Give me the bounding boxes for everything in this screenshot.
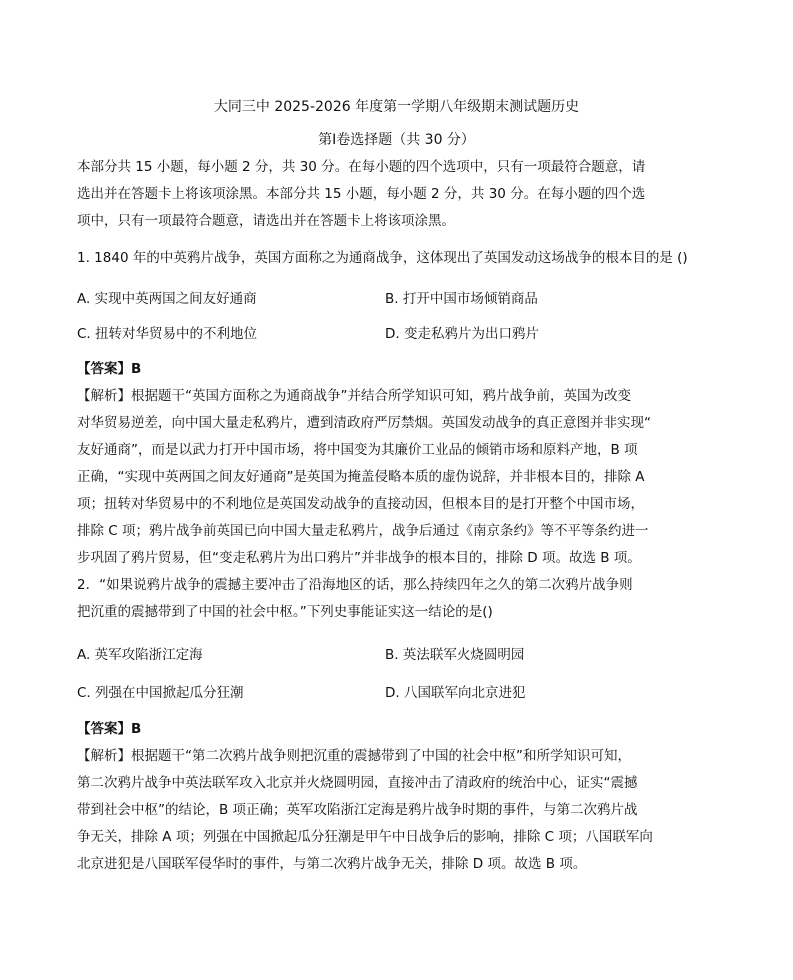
q2-analysis-line: 【解析】根据题干“第二次鸦片战争则把沉重的震撼带到了中国的社会中枢”和所学知识可知， xyxy=(77,748,631,764)
q2-analysis-line: 第二次鸦片战争中英法联军攻入北京并火烧圆明园，直接冲击了清政府的统治中心，证实“震撼 xyxy=(77,775,638,791)
q1-option-d: D. 变走私鸦片为出口鸦片 xyxy=(385,326,539,342)
q2-answer: 【答案】B xyxy=(77,721,142,737)
q1-option-a: A. 实现中英两国之间友好通商 xyxy=(77,291,257,307)
q1-analysis-line: 正确，“实现中英两国之间友好通商”是英国为掩盖侵略本质的虚伪说辞，并非根本目的，排除 A xyxy=(77,469,645,485)
q2-option-c: C. 列强在中国掀起瓜分狂潮 xyxy=(77,685,244,701)
q1-analysis-line: 友好通商”，而是以武力打开中国市场，将中国变为其廉价工业品的倾销市场和原料产地，B 项 xyxy=(77,442,638,458)
q2-option-b: B. 英法联军火烧圆明园 xyxy=(385,647,525,663)
q1-analysis-line: 对华贸易逆差，向中国大量走私鸦片，遭到清政府严厉禁烟。英国发动战争的真正意图并非实现“ xyxy=(77,415,651,431)
q1-option-c: C. 扭转对华贸易中的不利地位 xyxy=(77,326,258,342)
q2-analysis-line: 带到社会中枢”的结论，B 项正确；英军攻陷浙江定海是鸦片战争时期的事件，与第二次鸦片战 xyxy=(77,802,638,818)
intro-line: 本部分共 15 小题，每小题 2 分，共 30 分。在每小题的四个选项中，只有一项最符合题意，请 xyxy=(77,159,646,175)
q1-analysis-line: 【解析】根据题干“英国方面称之为通商战争”并结合所学知识可知，鸦片战争前，英国为改变 xyxy=(77,388,631,404)
q1-analysis-line: 排除 C 项；鸦片战争前英国已向中国大量走私鸦片，战争后通过《南京条约》等不平等条约进一 xyxy=(77,523,649,539)
q2-analysis-line: 争无关，排除 A 项；列强在中国掀起瓜分狂潮是甲午中日战争后的影响，排除 C 项；八国联军向 xyxy=(77,829,653,845)
question-2-stem: 把沉重的震撼带到了中国的社会中枢。”下列史事能证实这一结论的是() xyxy=(77,604,493,620)
q2-option-d: D. 八国联军向北京进犯 xyxy=(385,685,526,701)
q1-option-b: B. 打开中国市场倾销商品 xyxy=(385,291,538,307)
q1-answer: 【答案】B xyxy=(77,361,142,377)
section-subtitle: 第Ⅰ卷选择题（共 30 分） xyxy=(318,132,475,148)
exam-title: 大同三中 2025-2026 年度第一学期八年级期末测试题历史 xyxy=(213,99,580,115)
q1-analysis-line: 步巩固了鸦片贸易，但“变走私鸦片为出口鸦片”并非战争的根本目的，排除 D 项。故选 B 项。 xyxy=(77,550,641,566)
question-2-stem: 2．“如果说鸦片战争的震撼主要冲击了沿海地区的话，那么持续四年之久的第二次鸦片战争则 xyxy=(77,577,633,593)
q2-analysis-line: 北京进犯是八国联军侵华时的事件，与第二次鸦片战争无关，排除 D 项。故选 B 项。 xyxy=(77,856,587,872)
q2-option-a: A. 英军攻陷浙江定海 xyxy=(77,647,203,663)
q1-analysis-line: 项；扭转对华贸易中的不利地位是英国发动战争的直接动因，但根本目的是打开整个中国市场， xyxy=(77,496,644,512)
intro-line: 项中，只有一项最符合题意，请选出并在答题卡上将该项涂黑。 xyxy=(77,213,455,229)
intro-line: 选出并在答题卡上将该项涂黑。本部分共 15 小题，每小题 2 分，共 30 分。在每小题的四个选 xyxy=(77,186,646,202)
question-1-stem: 1. 1840 年的中英鸦片战争，英国方面称之为通商战争，这体现出了英国发动这场战争的根本目的是 () xyxy=(77,250,688,266)
